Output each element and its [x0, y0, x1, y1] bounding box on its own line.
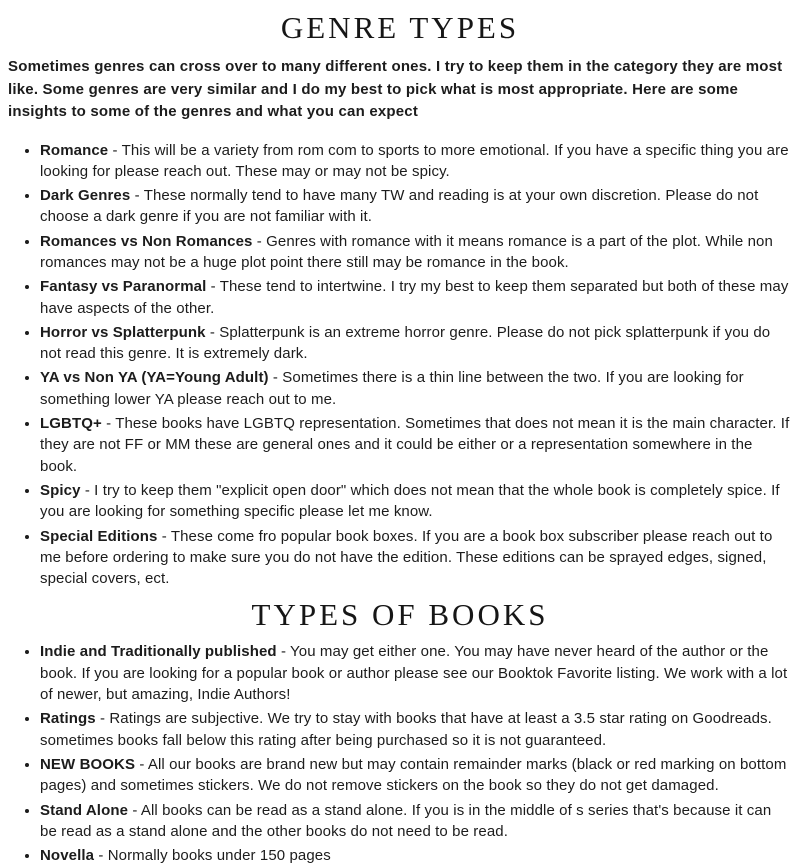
item-desc: - Ratings are subjective. We try to stay with books that have at least a 3.5 star rating on Goodreads. sometimes books fall below this rating after being purchased so it is not guaranteed.	[40, 710, 772, 749]
item-desc: - Genres with romance with it means romance is a part of the plot. While non romances may not be a huge plot point there still may be romance in the book.	[40, 232, 773, 271]
list-item-special-editions	[40, 526, 792, 590]
item-desc: - You may get either one. You may have never heard of the author or the book. If you are looking for a popular book or author please see our Booktok Favorite listing. We work with a lot of newer, but amazing, Indie Authors!	[40, 643, 788, 704]
item-desc: - These tend to intertwine. I try my best to keep them separated but both of these may have aspects of the other.	[40, 278, 789, 317]
list-item-romance	[40, 140, 792, 183]
item-term: NEW BOOKS	[40, 755, 136, 773]
list-item-fantasy-vs-paranormal	[40, 276, 792, 319]
item-term: Dark Genres	[40, 187, 131, 205]
list-item-dark-genres	[40, 185, 792, 228]
item-term: Special Editions	[40, 527, 158, 545]
item-term: Stand Alone	[40, 801, 129, 819]
list-item-ya-vs-non-ya	[40, 367, 792, 410]
item-term: Ratings	[40, 710, 96, 728]
item-desc: - All books can be read as a stand alone. If you is in the middle of s series that's because it can be read as a stand alone and the other books do not need to be read.	[40, 801, 772, 840]
list-item-spicy	[40, 480, 792, 523]
item-term: Indie and Traditionally published	[40, 643, 277, 661]
item-desc: - I try to keep them "explicit open door" which does not mean that the whole book is completely spice. If you are looking for something specific please let me know.	[40, 481, 780, 521]
item-term: Romance	[40, 141, 109, 159]
list-item-stand-alone	[40, 800, 792, 843]
item-desc: - Splatterpunk is an extreme horror genre. Please do not pick splatterpunk if you do not read this genre. It is extremely dark.	[40, 323, 771, 363]
genre-types-intro: Sometimes genres can cross over to many different ones. I try to keep them in the category they are most like. Some genres are very similar and I do my best to pick what is most appropriate. Here are some insights to some of the genres and what you can expect	[8, 58, 783, 120]
item-desc: - These come fro popular book boxes. If you are a book box subscriber please reach out to me before ordering to make sure you do not have the edition. These editions can be sprayed edges, signed, special covers, ect.	[40, 527, 773, 588]
list-item-lgbtq	[40, 413, 792, 477]
item-term: Horror vs Splatterpunk	[40, 323, 206, 341]
item-desc: - All our books are brand new but may contain remainder marks (black or red marking on bottom pages) and sometimes stickers. We do not remove stickers on the book so they do not get damaged.	[40, 755, 787, 795]
item-desc: - These normally tend to have many TW and reading is at your own discretion. Please do not choose a dark genre if you are not familiar with it.	[40, 187, 759, 226]
item-term: Spicy	[40, 481, 81, 499]
genre-types-title: GENRE TYPES	[280, 10, 520, 45]
list-item-romances-vs-non-romances	[40, 231, 792, 274]
types-of-books-title: TYPES OF BOOKS	[251, 597, 549, 633]
list-item-horror-vs-splatterpunk	[40, 322, 792, 365]
item-term: Fantasy vs Paranormal	[40, 278, 207, 296]
item-term: Novella	[40, 847, 95, 865]
item-term: Romances vs Non Romances	[40, 232, 253, 250]
item-desc: - Normally books under 150 pages	[98, 847, 331, 865]
types-of-books-list	[8, 641, 792, 866]
item-term: LGBTQ+	[40, 415, 102, 433]
list-item-new-books	[40, 754, 792, 797]
list-item-novella	[40, 845, 792, 866]
item-desc: - These books have LGBTQ representation. Sometimes that does not mean it is the main character. If they are not FF or MM these are general ones and it could be either or a representation somewhere in the book.	[40, 415, 790, 475]
item-term: YA vs Non YA (YA=Young Adult)	[40, 369, 269, 387]
list-item-ratings	[40, 708, 792, 751]
item-desc: - This will be a variety from rom com to sports to more emotional. If you have a specific thing you are looking for please reach out. These may or may not be spicy.	[40, 141, 789, 180]
list-item-indie-traditionally-published	[40, 641, 792, 705]
item-desc: - Sometimes there is a thin line between the two. If you are looking for something lower YA please reach out to me.	[40, 369, 744, 408]
genre-types-list	[8, 140, 792, 590]
